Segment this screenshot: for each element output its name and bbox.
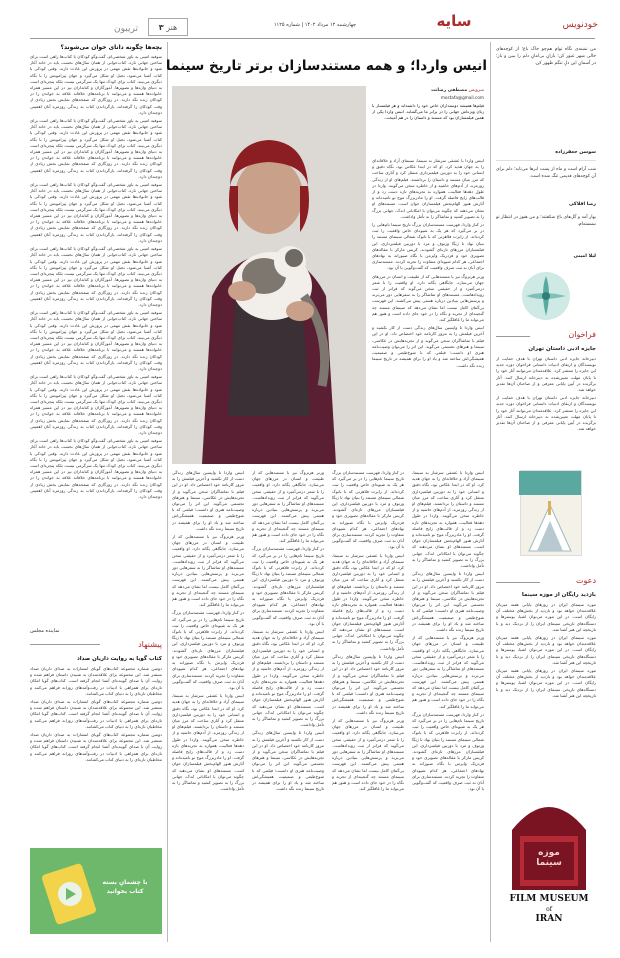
callout-poster — [520, 470, 582, 556]
section-label-left: تریبون — [114, 24, 138, 34]
main-lead: فیلم‌ها همیشه دوستداران خاص خود را داشته‌اند و هر فیلمساز با زبان ویژه‌اش جهانی را در برابر ما می‌گشاید. انیس واردا یکی از همین فیلمسازان بود که مستند و داستان را در هم آمیخت. — [372, 103, 484, 121]
invite-title: بازدید رایگان از موزه سینما — [521, 592, 596, 598]
main-body-col-1: انیس واردا با عشقی سرشار به سینما، سینمای آزاد و خلاقانه‌ای را به جهان هدیه کرد. او که در ابتدا عکاس بود، نگاه دقیق و انسانی خود را به دوربین فیلمبرداری منتقل کرد و آثاری ساخت که مرز میان مستند و داستان را برداشتند. فیلم‌های او از زندگی روزمره، از آدم‌های حاشیه و از خاطره سخن می‌گویند. واردا در طول دهه‌ها فعالیت، همواره به تجربه‌های تازه دست زد و از قالب‌های رایج فاصله گرفت. او را مادربزرگ موج نو نامیده‌اند و آثارش هنوز الهام‌بخش فیلمسازان جوان است. مستندهای او نشان می‌دهند که چگونه می‌توان با امکاناتی اندک، جهانی بزرگ را به تصویر کشید و تماشاگر را به تأمل واداشت. انیس واردا تا واپسین سال‌های زندگی دست از کار نکشید و آخرین فیلمش را به مرور کارنامه خود اختصاص داد. او در این فیلم با تماشاگران سخن می‌گوید و از تجربه‌هایش در عکاسی، سینما و هنرهای تجسمی می‌گوید. این اثر را می‌توان وصیت‌نامه هنری او دانست؛ فیلمی که با شوخ‌طبعی و صمیمیت همیشگی‌اش ساخته شد و یاد او را برای همیشه در تاریخ سینما زنده نگه داشت. ورنر هرتزوگ نیز با مستندهایی که از طبیعت و انسان در مرزهای جهان می‌سازد، جایگاهی یگانه دارد. او واقعیت را با شعر درمی‌آمیزد و از حقیقتی سخن می‌گوید که فراتر از ثبت رویدادهاست. مستندهای او تماشاگر را به سفرهایی دور می‌برند و پرسش‌هایی بنیادین درباره هستی پیش می‌کشند. این فهرست بی‌گمان کامل نیست اما نشان می‌دهد که سینمای مستند چه گنجینه‌ای از تجربه و نگاه را در خود جای داده است و هنوز هم می‌تواند ما را غافلگیر کند. در کنار واردا، فهرست مستندسازان بزرگ تاریخ سینما نام‌هایی را در بر می‌گیرد که هر یک به شیوه‌ای خاص واقعیت را ثبت کرده‌اند. از رابرت فلاهرتی که با نانوک شمالی سینمای مستند را بنیان نهاد تا ژیگا ورتوف و مرد با دوربین فیلمبرداری، این فیلمسازان مرزهای تازه‌ای گشودند. کریس مارکر با مقاله‌های تصویری خود و فردریک وایزمن با نگاه صبورانه به نهادهای اجتماعی، هر کدام شیوه‌ای متفاوت را تجربه کردند. مستندسازی برای آنان نه ثبت صرف واقعیت که گفت‌وگویی با آن بود. — [412, 470, 484, 792]
callout-body: دبیرخانه جایزه ادبی داستان تهران با هدف حمایت از نویسندگان و ارتقای ادبیات داستانی فراخوان دوره جدید این جایزه را منتشر کرد. علاقه‌مندان می‌توانند آثار خود را تا پایان مهلت تعیین‌شده به دبیرخانه ارسال کنند. آثار برگزیده در آیین پایانی معرفی و از صاحبان آن‌ها تقدیر خواهد شد. دبیرخانه جایزه ادبی داستان تهران با هدف حمایت از نویسندگان و ارتقای ادبیات داستانی فراخوان دوره جدید این جایزه را منتشر کرد. علاقه‌مندان می‌توانند آثار خود را تا پایان مهلت تعیین‌شده به دبیرخانه ارسال کنند. آثار برگزیده در آیین پایانی معرفی و از صاحبان آن‌ها تقدیر خواهد شد. — [496, 356, 596, 432]
left-article2-body: دومین شماره مجموعه کتاب‌های گویای انتشارات به صدای داریان صداد منتشر شد. این مجموعه برای علاقه‌مندان به شنیدن داستان فراهم شده و روایت آن با صدای گوینده‌ای آشنا انجام گرفته است. کتاب‌های گویا امکان تازه‌ای برای همراهی با ادبیات در رفت‌وآمدهای روزانه فراهم می‌کنند و مخاطبان تازه‌ای را به دنیای کتاب می‌کشانند. دومین شماره مجموعه کتاب‌های گویای انتشارات به صدای داریان صداد منتشر شد. این مجموعه برای علاقه‌مندان به شنیدن داستان فراهم شده و روایت آن با صدای گوینده‌ای آشنا انجام گرفته است. کتاب‌های گویا امکان تازه‌ای برای همراهی با ادبیات در رفت‌وآمدهای روزانه فراهم می‌کنند و مخاطبان تازه‌ای را به دنیای کتاب می‌کشانند. دومین شماره مجموعه کتاب‌های گویای انتشارات به صدای داریان صداد منتشر شد. این مجموعه برای علاقه‌مندان به شنیدن داستان فراهم شده و روایت آن با صدای گوینده‌ای آشنا انجام گرفته است. کتاب‌های گویا امکان تازه‌ای برای همراهی با ادبیات در رفت‌وآمدهای روزانه فراهم می‌کنند و مخاطبان تازه‌ای را به دنیای کتاب می‌کشانند. — [30, 666, 162, 762]
main-body-col-4: انیس واردا تا واپسین سال‌های زندگی دست از کار نکشید و آخرین فیلمش را به مرور کارنامه خود اختصاص داد. او در این فیلم با تماشاگران سخن می‌گوید و از تجربه‌هایش در عکاسی، سینما و هنرهای تجسمی می‌گوید. این اثر را می‌توان وصیت‌نامه هنری او دانست؛ فیلمی که با شوخ‌طبعی و صمیمیت همیشگی‌اش ساخته شد و یاد او را برای همیشه در تاریخ سینما زنده نگه داشت. ورنر هرتزوگ نیز با مستندهایی که از طبیعت و انسان در مرزهای جهان می‌سازد، جایگاهی یگانه دارد. او واقعیت را با شعر درمی‌آمیزد و از حقیقتی سخن می‌گوید که فراتر از ثبت رویدادهاست. مستندهای او تماشاگر را به سفرهایی دور می‌برند و پرسش‌هایی بنیادین درباره هستی پیش می‌کشند. این فهرست بی‌گمان کامل نیست اما نشان می‌دهد که سینمای مستند چه گنجینه‌ای از تجربه و نگاه را در خود جای داده است و هنوز هم می‌تواند ما را غافلگیر کند. در کنار واردا، فهرست مستندسازان بزرگ تاریخ سینما نام‌هایی را در بر می‌گیرد که هر یک به شیوه‌ای خاص واقعیت را ثبت کرده‌اند. از رابرت فلاهرتی که با نانوک شمالی سینمای مستند را بنیان نهاد تا ژیگا ورتوف و مرد با دوربین فیلمبرداری، این فیلمسازان مرزهای تازه‌ای گشودند. کریس مارکر با مقاله‌های تصویری خود و فردریک وایزمن با نگاه صبورانه به نهادهای اجتماعی، هر کدام شیوه‌ای متفاوت را تجربه کردند. مستندسازی برای آنان نه ثبت صرف واقعیت که گفت‌وگویی با آن بود. انیس واردا با عشقی سرشار به سینما، سینمای آزاد و خلاقانه‌ای را به جهان هدیه کرد. او که در ابتدا عکاس بود، نگاه دقیق و انسانی خود را به دوربین فیلمبرداری منتقل کرد و آثاری ساخت که مرز میان مستند و داستان را برداشتند. فیلم‌های او از زندگی روزمره، از آدم‌های حاشیه و از خاطره سخن می‌گویند. واردا در طول دهه‌ها فعالیت، همواره به تجربه‌های تازه دست زد و از قالب‌های رایج فاصله گرفت. او را مادربزرگ موج نو نامیده‌اند و آثارش هنوز الهام‌بخش فیلمسازان جوان است. مستندهای او نشان می‌دهند که چگونه می‌توان با امکاناتی اندک، جهانی بزرگ را به تصویر کشید و تماشاگر را به تأمل واداشت. — [172, 470, 244, 792]
audiobook-ad[interactable] — [30, 848, 162, 934]
main-photo — [172, 86, 366, 464]
poem-1: من تشنه‌ی نگاه توام هم‌چو خاک باغ؛ از کوچه‌های خالی شهر عبور کن؛ بارانِ بی‌امانِ دلم را ببین و باز؛ در آسمانِ این دلِ تنگم ظهور کن. — [496, 47, 596, 66]
poet-2: رضا افلاکی — [569, 202, 596, 207]
right-column-divider — [490, 42, 491, 942]
film-museum-logo — [506, 790, 592, 936]
poet-1: سوسن جعفرزاده — [555, 150, 596, 155]
portrait-illustration — [172, 86, 366, 464]
left-article2-title: کتاب گویا به روایت داریان صداد — [76, 656, 162, 662]
section-name: هنر — [166, 23, 178, 32]
byline-email: mostafa@gmail.com — [440, 95, 484, 100]
masthead-logo: سایه — [436, 12, 472, 30]
byline-name: مصطفی رضانت — [431, 88, 468, 93]
date-line: چهارشنبه ۱۲ مرداد ۱۴۰۲ | شماره ۱۱۲۵ — [273, 22, 357, 28]
audiobook-ad-text: با چشمانِ بسته کتاب بخوانید — [102, 879, 148, 895]
left-article1-title: بچه‌ها چگونه دانای خوان می‌شوند؟ — [60, 44, 162, 51]
poem-rule-1 — [496, 160, 596, 161]
callout-section: فراخوان — [530, 330, 596, 339]
page-number: ۳ — [158, 23, 164, 32]
poet-3: لیلا امینی — [573, 254, 596, 259]
invite-body: موزه سینمای ایران در روزهای پایانی هفته میزبان علاقه‌مندان خواهد بود و بازدید از بخش‌های مختلف آن رایگان است. در این موزه می‌توان اشیا، پوسترها و دستگاه‌های تاریخی سینمای ایران را از نزدیک دید و با تاریخچه این هنر آشنا شد. موزه سینمای ایران در روزهای پایانی هفته میزبان علاقه‌مندان خواهد بود و بازدید از بخش‌های مختلف آن رایگان است. در این موزه می‌توان اشیا، پوسترها و دستگاه‌های تاریخی سینمای ایران را از نزدیک دید و با تاریخچه این هنر آشنا شد. موزه سینمای ایران در روزهای پایانی هفته میزبان علاقه‌مندان خواهد بود و بازدید از بخش‌های مختلف آن رایگان است. در این موزه می‌توان اشیا، پوسترها و دستگاه‌های تاریخی سینمای ایران را از نزدیک دید و با تاریخچه این هنر آشنا شد. — [496, 602, 596, 698]
museum-en-1: FILM MUSEUM — [509, 894, 589, 904]
byline-label: سرویس — [468, 88, 484, 93]
main-body-col-3: ورنر هرتزوگ نیز با مستندهایی که از طبیعت و انسان در مرزهای جهان می‌سازد، جایگاهی یگانه دارد. او واقعیت را با شعر درمی‌آمیزد و از حقیقتی سخن می‌گوید که فراتر از ثبت رویدادهاست. مستندهای او تماشاگر را به سفرهایی دور می‌برند و پرسش‌هایی بنیادین درباره هستی پیش می‌کشند. این فهرست بی‌گمان کامل نیست اما نشان می‌دهد که سینمای مستند چه گنجینه‌ای از تجربه و نگاه را در خود جای داده است و هنوز هم می‌تواند ما را غافلگیر کند. در کنار واردا، فهرست مستندسازان بزرگ تاریخ سینما نام‌هایی را در بر می‌گیرد که هر یک به شیوه‌ای خاص واقعیت را ثبت کرده‌اند. از رابرت فلاهرتی که با نانوک شمالی سینمای مستند را بنیان نهاد تا ژیگا ورتوف و مرد با دوربین فیلمبرداری، این فیلمسازان مرزهای تازه‌ای گشودند. کریس مارکر با مقاله‌های تصویری خود و فردریک وایزمن با نگاه صبورانه به نهادهای اجتماعی، هر کدام شیوه‌ای متفاوت را تجربه کردند. مستندسازی برای آنان نه ثبت صرف واقعیت که گفت‌وگویی با آن بود. انیس واردا با عشقی سرشار به سینما، سینمای آزاد و خلاقانه‌ای را به جهان هدیه کرد. او که در ابتدا عکاس بود، نگاه دقیق و انسانی خود را به دوربین فیلمبرداری منتقل کرد و آثاری ساخت که مرز میان مستند و داستان را برداشتند. فیلم‌های او از زندگی روزمره، از آدم‌های حاشیه و از خاطره سخن می‌گویند. واردا در طول دهه‌ها فعالیت، همواره به تجربه‌های تازه دست زد و از قالب‌های رایج فاصله گرفت. او را مادربزرگ موج نو نامیده‌اند و آثارش هنوز الهام‌بخش فیلمسازان جوان است. مستندهای او نشان می‌دهند که چگونه می‌توان با امکاناتی اندک، جهانی بزرگ را به تصویر کشید و تماشاگر را به تأمل واداشت. انیس واردا تا واپسین سال‌های زندگی دست از کار نکشید و آخرین فیلمش را به مرور کارنامه خود اختصاص داد. او در این فیلم با تماشاگران سخن می‌گوید و از تجربه‌هایش در عکاسی، سینما و هنرهای تجسمی می‌گوید. این اثر را می‌توان وصیت‌نامه هنری او دانست؛ فیلمی که با شوخ‌طبعی و صمیمیت همیشگی‌اش ساخته شد و یاد او را برای همیشه در تاریخ سینما زنده نگه داشت. — [252, 470, 324, 792]
left-article2-section: پیشنهاد — [100, 640, 162, 649]
main-body-col-2: در کنار واردا، فهرست مستندسازان بزرگ تاریخ سینما نام‌هایی را در بر می‌گیرد که هر یک به شیوه‌ای خاص واقعیت را ثبت کرده‌اند. از رابرت فلاهرتی که با نانوک شمالی سینمای مستند را بنیان نهاد تا ژیگا ورتوف و مرد با دوربین فیلمبرداری، این فیلمسازان مرزهای تازه‌ای گشودند. کریس مارکر با مقاله‌های تصویری خود و فردریک وایزمن با نگاه صبورانه به نهادهای اجتماعی، هر کدام شیوه‌ای متفاوت را تجربه کردند. مستندسازی برای آنان نه ثبت صرف واقعیت که گفت‌وگویی با آن بود. انیس واردا با عشقی سرشار به سینما، سینمای آزاد و خلاقانه‌ای را به جهان هدیه کرد. او که در ابتدا عکاس بود، نگاه دقیق و انسانی خود را به دوربین فیلمبرداری منتقل کرد و آثاری ساخت که مرز میان مستند و داستان را برداشتند. فیلم‌های او از زندگی روزمره، از آدم‌های حاشیه و از خاطره سخن می‌گویند. واردا در طول دهه‌ها فعالیت، همواره به تجربه‌های تازه دست زد و از قالب‌های رایج فاصله گرفت. او را مادربزرگ موج نو نامیده‌اند و آثارش هنوز الهام‌بخش فیلمسازان جوان است. مستندهای او نشان می‌دهند که چگونه می‌توان با امکاناتی اندک، جهانی بزرگ را به تصویر کشید و تماشاگر را به تأمل واداشت. انیس واردا تا واپسین سال‌های زندگی دست از کار نکشید و آخرین فیلمش را به مرور کارنامه خود اختصاص داد. او در این فیلم با تماشاگران سخن می‌گوید و از تجربه‌هایش در عکاسی، سینما و هنرهای تجسمی می‌گوید. این اثر را می‌توان وصیت‌نامه هنری او دانست؛ فیلمی که با شوخ‌طبعی و صمیمیت همیشگی‌اش ساخته شد و یاد او را برای همیشه در تاریخ سینما زنده نگه داشت. ورنر هرتزوگ نیز با مستندهایی که از طبیعت و انسان در مرزهای جهان می‌سازد، جایگاهی یگانه دارد. او واقعیت را با شعر درمی‌آمیزد و از حقیقتی سخن می‌گوید که فراتر از ثبت رویدادهاست. مستندهای او تماشاگر را به سفرهایی دور می‌برند و پرسش‌هایی بنیادین درباره هستی پیش می‌کشند. این فهرست بی‌گمان کامل نیست اما نشان می‌دهد که سینمای مستند چه گنجینه‌ای از تجربه و نگاه را در خود جای داده است و هنوز هم می‌تواند ما را غافلگیر کند. — [332, 470, 404, 792]
invite-section: دعوت — [540, 576, 596, 585]
left-column-divider — [167, 42, 168, 942]
poem-illustration — [500, 266, 592, 324]
masthead-rule — [30, 38, 595, 39]
poem-3: بهار آمد و گل‌های باغ شکفتند؛ و من هنوز در انتظار تو نشسته‌ام. — [496, 215, 596, 227]
museum-fa: موزه سینما — [536, 848, 562, 868]
museum-en-3: IRAN — [535, 914, 563, 924]
main-body-right-of-photo: انیس واردا با عشقی سرشار به سینما، سینمای آزاد و خلاقانه‌ای را به جهان هدیه کرد. او که در ابتدا عکاس بود، نگاه دقیق و انسانی خود را به دوربین فیلمبرداری منتقل کرد و آثاری ساخت که مرز میان مستند و داستان را برداشتند. فیلم‌های او از زندگی روزمره، از آدم‌های حاشیه و از خاطره سخن می‌گویند. واردا در طول دهه‌ها فعالیت، همواره به تجربه‌های تازه دست زد و از قالب‌های رایج فاصله گرفت. او را مادربزرگ موج نو نامیده‌اند و آثارش هنوز الهام‌بخش فیلمسازان جوان است. مستندهای او نشان می‌دهند که چگونه می‌توان با امکاناتی اندک، جهانی بزرگ را به تصویر کشید و تماشاگر را به تأمل واداشت. در کنار واردا، فهرست مستندسازان بزرگ تاریخ سینما نام‌هایی را در بر می‌گیرد که هر یک به شیوه‌ای خاص واقعیت را ثبت کرده‌اند. از رابرت فلاهرتی که با نانوک شمالی سینمای مستند را بنیان نهاد تا ژیگا ورتوف و مرد با دوربین فیلمبرداری، این فیلمسازان مرزهای تازه‌ای گشودند. کریس مارکر با مقاله‌های تصویری خود و فردریک وایزمن با نگاه صبورانه به نهادهای اجتماعی، هر کدام شیوه‌ای متفاوت را تجربه کردند. مستندسازی برای آنان نه ثبت صرف واقعیت که گفت‌وگویی با آن بود. ورنر هرتزوگ نیز با مستندهایی که از طبیعت و انسان در مرزهای جهان می‌سازد، جایگاهی یگانه دارد. او واقعیت را با شعر درمی‌آمیزد و از حقیقتی سخن می‌گوید که فراتر از ثبت رویدادهاست. مستندهای او تماشاگر را به سفرهایی دور می‌برند و پرسش‌هایی بنیادین درباره هستی پیش می‌کشند. این فهرست بی‌گمان کامل نیست اما نشان می‌دهد که سینمای مستند چه گنجینه‌ای از تجربه و نگاه را در خود جای داده است و هنوز هم می‌تواند ما را غافلگیر کند. انیس واردا تا واپسین سال‌های زندگی دست از کار نکشید و آخرین فیلمش را به مرور کارنامه خود اختصاص داد. او در این فیلم با تماشاگران سخن می‌گوید و از تجربه‌هایش در عکاسی، سینما و هنرهای تجسمی می‌گوید. این اثر را می‌توان وصیت‌نامه هنری او دانست؛ فیلمی که با شوخ‌طبعی و صمیمیت همیشگی‌اش ساخته شد و یاد او را برای همیشه در تاریخ سینما زنده نگه داشت. — [372, 158, 484, 368]
flower-illustration — [500, 266, 592, 324]
left-article1-body: سوفیه امینی به باور شخصی‌ام، گفت‌وگو کودکان با کتاب‌ها راهی است برای ساختن جهانی تازه. کتاب‌خوانی از همان سال‌های نخست باید در خانه آغاز شود و خانواده‌ها نقش مهمی در پرورش این عادت دارند. وقتی کودکی با کتاب آشنا می‌شود، تخیل او شکل می‌گیرد و جهان پیرامونش را با نگاه دیگری می‌بیند. کتاب برای کودک تنها یک سرگرمی نیست بلکه پنجره‌ای است به دنیای واژه‌ها و تصویرها. آموزگاران و کتابداران نیز در این مسیر همراه خانواده‌ها هستند و می‌توانند با برنامه‌های خلاقانه علاقه به خواندن را در کودکان زنده نگه دارند. در روزگاری که صفحه‌های نمایش بخش زیادی از وقت کودکان را گرفته‌اند، بازگرداندن کتاب به زندگی روزمره آنان اهمیتی دوچندان دارد. سوفیه امینی به باور شخصی‌ام، گفت‌وگو کودکان با کتاب‌ها راهی است برای ساختن جهانی تازه. کتاب‌خوانی از همان سال‌های نخست باید در خانه آغاز شود و خانواده‌ها نقش مهمی در پرورش این عادت دارند. وقتی کودکی با کتاب آشنا می‌شود، تخیل او شکل می‌گیرد و جهان پیرامونش را با نگاه دیگری می‌بیند. کتاب برای کودک تنها یک سرگرمی نیست بلکه پنجره‌ای است به دنیای واژه‌ها و تصویرها. آموزگاران و کتابداران نیز در این مسیر همراه خانواده‌ها هستند و می‌توانند با برنامه‌های خلاقانه علاقه به خواندن را در کودکان زنده نگه دارند. در روزگاری که صفحه‌های نمایش بخش زیادی از وقت کودکان را گرفته‌اند، بازگرداندن کتاب به زندگی روزمره آنان اهمیتی دوچندان دارد. سوفیه امینی به باور شخصی‌ام، گفت‌وگو کودکان با کتاب‌ها راهی است برای ساختن جهانی تازه. کتاب‌خوانی از همان سال‌های نخست باید در خانه آغاز شود و خانواده‌ها نقش مهمی در پرورش این عادت دارند. وقتی کودکی با کتاب آشنا می‌شود، تخیل او شکل می‌گیرد و جهان پیرامونش را با نگاه دیگری می‌بیند. کتاب برای کودک تنها یک سرگرمی نیست بلکه پنجره‌ای است به دنیای واژه‌ها و تصویرها. آموزگاران و کتابداران نیز در این مسیر همراه خانواده‌ها هستند و می‌توانند با برنامه‌های خلاقانه علاقه به خواندن را در کودکان زنده نگه دارند. در روزگاری که صفحه‌های نمایش بخش زیادی از وقت کودکان را گرفته‌اند، بازگرداندن کتاب به زندگی روزمره آنان اهمیتی دوچندان دارد. سوفیه امینی به باور شخصی‌ام، گفت‌وگو کودکان با کتاب‌ها راهی است برای ساختن جهانی تازه. کتاب‌خوانی از همان سال‌های نخست باید در خانه آغاز شود و خانواده‌ها نقش مهمی در پرورش این عادت دارند. وقتی کودکی با کتاب آشنا می‌شود، تخیل او شکل می‌گیرد و جهان پیرامونش را با نگاه دیگری می‌بیند. کتاب برای کودک تنها یک سرگرمی نیست بلکه پنجره‌ای است به دنیای واژه‌ها و تصویرها. آموزگاران و کتابداران نیز در این مسیر همراه خانواده‌ها هستند و می‌توانند با برنامه‌های خلاقانه علاقه به خواندن را در کودکان زنده نگه دارند. در روزگاری که صفحه‌های نمایش بخش زیادی از وقت کودکان را گرفته‌اند، بازگرداندن کتاب به زندگی روزمره آنان اهمیتی دوچندان دارد. سوفیه امینی به باور شخصی‌ام، گفت‌وگو کودکان با کتاب‌ها راهی است برای ساختن جهانی تازه. کتاب‌خوانی از همان سال‌های نخست باید در خانه آغاز شود و خانواده‌ها نقش مهمی در پرورش این عادت دارند. وقتی کودکی با کتاب آشنا می‌شود، تخیل او شکل می‌گیرد و جهان پیرامونش را با نگاه دیگری می‌بیند. کتاب برای کودک تنها یک سرگرمی نیست بلکه پنجره‌ای است به دنیای واژه‌ها و تصویرها. آموزگاران و کتابداران نیز در این مسیر همراه خانواده‌ها هستند و می‌توانند با برنامه‌های خلاقانه علاقه به خواندن را در کودکان زنده نگه دارند. در روزگاری که صفحه‌های نمایش بخش زیادی از وقت کودکان را گرفته‌اند، بازگرداندن کتاب به زندگی روزمره آنان اهمیتی دوچندان دارد. سوفیه امینی به باور شخصی‌ام، گفت‌وگو کودکان با کتاب‌ها راهی است برای ساختن جهانی تازه. کتاب‌خوانی از همان سال‌های نخست باید در خانه آغاز شود و خانواده‌ها نقش مهمی در پرورش این عادت دارند. وقتی کودکی با کتاب آشنا می‌شود، تخیل او شکل می‌گیرد و جهان پیرامونش را با نگاه دیگری می‌بیند. کتاب برای کودک تنها یک سرگرمی نیست بلکه پنجره‌ای است به دنیای واژه‌ها و تصویرها. آموزگاران و کتابداران نیز در این مسیر همراه خانواده‌ها هستند و می‌توانند با برنامه‌های خلاقانه علاقه به خواندن را در کودکان زنده نگه دارند. در روزگاری که صفحه‌های نمایش بخش زیادی از وقت کودکان را گرفته‌اند، بازگرداندن کتاب به زندگی روزمره آنان اهمیتی دوچندان دارد. سوفیه امینی به باور شخصی‌ام، گفت‌وگو کودکان با کتاب‌ها راهی است برای ساختن جهانی تازه. کتاب‌خوانی از همان سال‌های نخست باید در خانه آغاز شود و خانواده‌ها نقش مهمی در پرورش این عادت دارند. وقتی کودکی با کتاب آشنا می‌شود، تخیل او شکل می‌گیرد و جهان پیرامونش را با نگاه دیگری می‌بیند. کتاب برای کودک تنها یک سرگرمی نیست بلکه پنجره‌ای است به دنیای واژه‌ها و تصویرها. آموزگاران و کتابداران نیز در این مسیر همراه خانواده‌ها هستند و می‌توانند با برنامه‌های خلاقانه علاقه به خواندن را در کودکان زنده نگه دارند. در روزگاری که صفحه‌های نمایش بخش زیادی از وقت کودکان را گرفته‌اند، بازگرداندن کتاب به زندگی روزمره آنان اهمیتی دوچندان دارد. — [30, 54, 162, 500]
poem-2: شب آرام است و ماه از پشت ابرها می‌تابد؛ دلم برای آن کوچه‌های قدیمی تنگ شده است. — [496, 167, 596, 179]
byline — [372, 88, 484, 93]
callout-title: جایزه ادبی داستان تهران — [528, 346, 596, 352]
right-section-label: خودنویس — [562, 20, 598, 30]
museum-emblem — [506, 790, 592, 890]
main-headline: انیس واردا؛ و همه مستندسازان برتر تاریخ سینما — [165, 58, 487, 74]
museum-en-2: of — [546, 906, 552, 913]
page-number-box — [148, 18, 188, 36]
left-signature: نماینده مجلس — [30, 628, 60, 634]
poster-graphic — [519, 471, 581, 557]
